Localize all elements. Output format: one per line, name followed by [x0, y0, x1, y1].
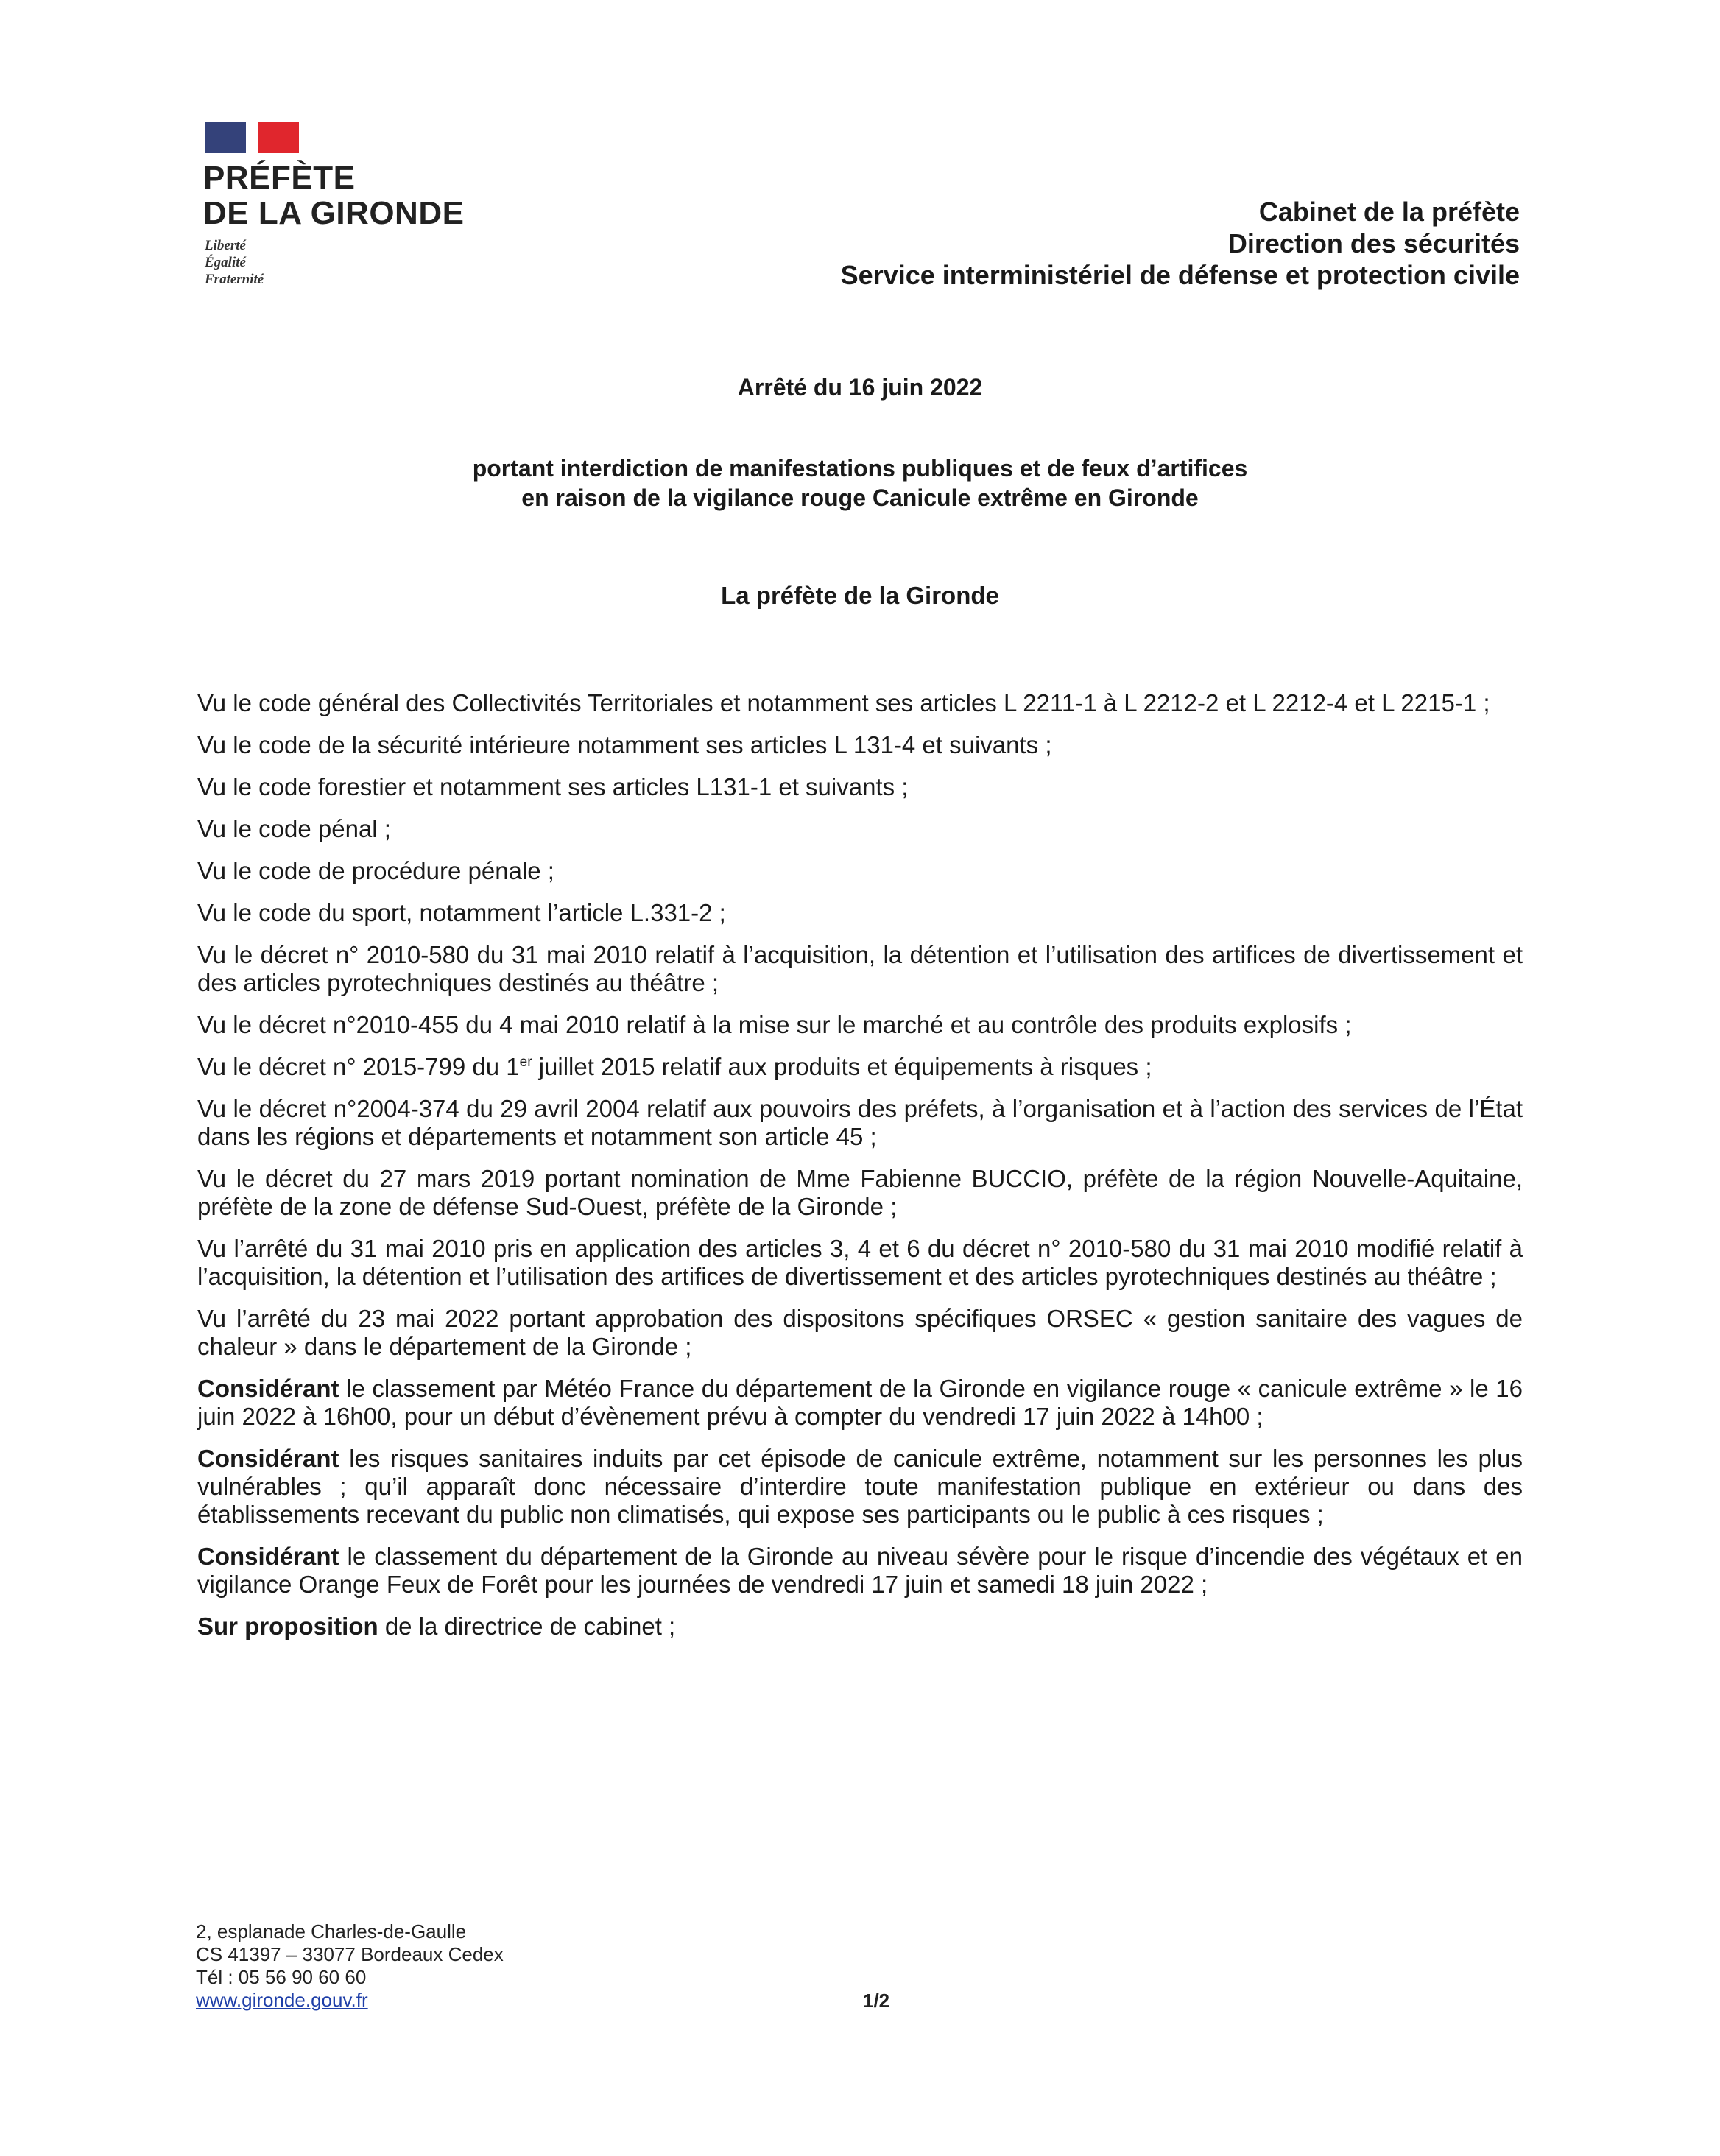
paragraph-vu-arrete-2010: Vu l’arrêté du 31 mai 2010 pris en application des articles 3, 4 et 6 du décret n° 2010-580 du 31 mai 2010 modifié relatif à l’acquisition, la détention et l’utilisation des artifices de divertissement et des articles pyrotechniques destinés au théâtre ;	[197, 1235, 1523, 1290]
paragraph-vu-decret-nomination: Vu le décret du 27 mars 2019 portant nomination de Mme Fabienne BUCCIO, préfète de la région Nouvelle-Aquitaine, préfète de la zone de défense Sud-Ouest, préfète de la Gironde ;	[197, 1165, 1523, 1220]
logo-line-1: PRÉFÈTE	[203, 160, 356, 196]
footer-address	[196, 1920, 504, 2012]
address-line: CS 41397 – 33077 Bordeaux Cedex	[196, 1943, 504, 1965]
website-link[interactable]: www.gironde.gouv.fr	[196, 1989, 368, 2011]
service-line: Service interministériel de défense et protection civile	[840, 260, 1520, 290]
paragraph-vu-code-penal: Vu le code pénal ;	[197, 815, 391, 842]
paragraph-vu-code-sport: Vu le code du sport, notamment l’article L.331-2 ;	[197, 899, 726, 926]
document-body	[197, 689, 1523, 1655]
page-number: 1/2	[863, 1990, 890, 2012]
phone-number: Tél : 05 56 90 60 60	[196, 1966, 367, 1988]
motto-egalite: Égalité	[205, 255, 246, 270]
republic-motto	[205, 237, 264, 288]
subject-line: portant interdiction de manifestations publiques et de feux d’artifices	[472, 455, 1248, 482]
logo-line-2: DE LA GIRONDE	[203, 195, 465, 231]
paragraph-vu-decret-2004-374: Vu le décret n°2004-374 du 29 avril 2004 relatif aux pouvoirs des préfets, à l’organisation et à l’action des services de l’État dans les régions et départements et notamment son article 45 ;	[197, 1095, 1523, 1150]
paragraph-vu-decret-2010-580: Vu le décret n° 2010-580 du 31 mai 2010 relatif à l’acquisition, la détention et l’utilisation des artifices de divertissement et des articles pyrotechniques destinés au théâtre ;	[197, 941, 1523, 996]
document-subject	[0, 454, 1720, 512]
service-line: Direction des sécurités	[1227, 228, 1520, 258]
issuing-service	[841, 196, 1520, 291]
paragraph-vu-decret-2010-455: Vu le décret n°2010-455 du 4 mai 2010 relatif à la mise sur le marché et au contrôle des produits explosifs ;	[197, 1011, 1352, 1038]
paragraph-sur-proposition: Sur proposition de la directrice de cabinet ;	[197, 1613, 676, 1640]
paragraph-vu-decret-2015-799: Vu le décret n° 2015-799 du 1er juillet 2015 relatif aux produits et équipements à risques ;	[197, 1053, 1152, 1080]
marianne-logo-icon	[205, 122, 299, 153]
prefecture-logo-title	[203, 161, 464, 231]
paragraph-considerant-vigilance: Considérant le classement par Météo France du département de la Gironde en vigilance rouge « canicule extrême » le 16 juin 2022 à 16h00, pour un début d’évènement prévu à compter du vendredi 17 juin 2022 à 14h00 ;	[197, 1375, 1523, 1430]
address-line: 2, esplanade Charles-de-Gaulle	[196, 1920, 467, 1942]
issuing-authority: La préfète de la Gironde	[721, 582, 999, 609]
motto-liberte: Liberté	[205, 238, 246, 253]
paragraph-vu-cgct: Vu le code général des Collectivités Territoriales et notamment ses articles L 2211-1 à L 2212-2 et L 2212-4 et L 2215-1 ;	[197, 689, 1490, 716]
paragraph-vu-procedure-penale: Vu le code de procédure pénale ;	[197, 857, 554, 884]
paragraph-vu-code-forestier: Vu le code forestier et notamment ses articles L131-1 et suivants ;	[197, 773, 909, 800]
subject-line: en raison de la vigilance rouge Canicule extrême en Gironde	[521, 485, 1199, 511]
paragraph-vu-securite-interieure: Vu le code de la sécurité intérieure notamment ses articles L 131-4 et suivants ;	[197, 731, 1052, 758]
service-line: Cabinet de la préfète	[1258, 197, 1520, 227]
paragraph-vu-arrete-2022: Vu l’arrêté du 23 mai 2022 portant approbation des dispositons spécifiques ORSEC « gestion sanitaire des vagues de chaleur » dans le département de la Gironde ;	[197, 1305, 1523, 1360]
motto-fraternite: Fraternité	[205, 272, 264, 287]
paragraph-considerant-risques: Considérant les risques sanitaires induits par cet épisode de canicule extrême, notamment sur les personnes les plus vulnérables ; qu’il apparaît donc nécessaire d’interdire toute manifestation publique en extérieur ou dans des établissements recevant du public non climatisés, qui expose ses participants ou le public à ces risques ;	[197, 1445, 1523, 1528]
paragraph-considerant-incendie: Considérant le classement du département de la Gironde au niveau sévère pour le risque d’incendie des végétaux et en vigilance Orange Feux de Forêt pour les journées de vendredi 17 juin et samedi 18 juin 2022 ;	[197, 1543, 1523, 1598]
document-title: Arrêté du 16 juin 2022	[737, 374, 983, 401]
